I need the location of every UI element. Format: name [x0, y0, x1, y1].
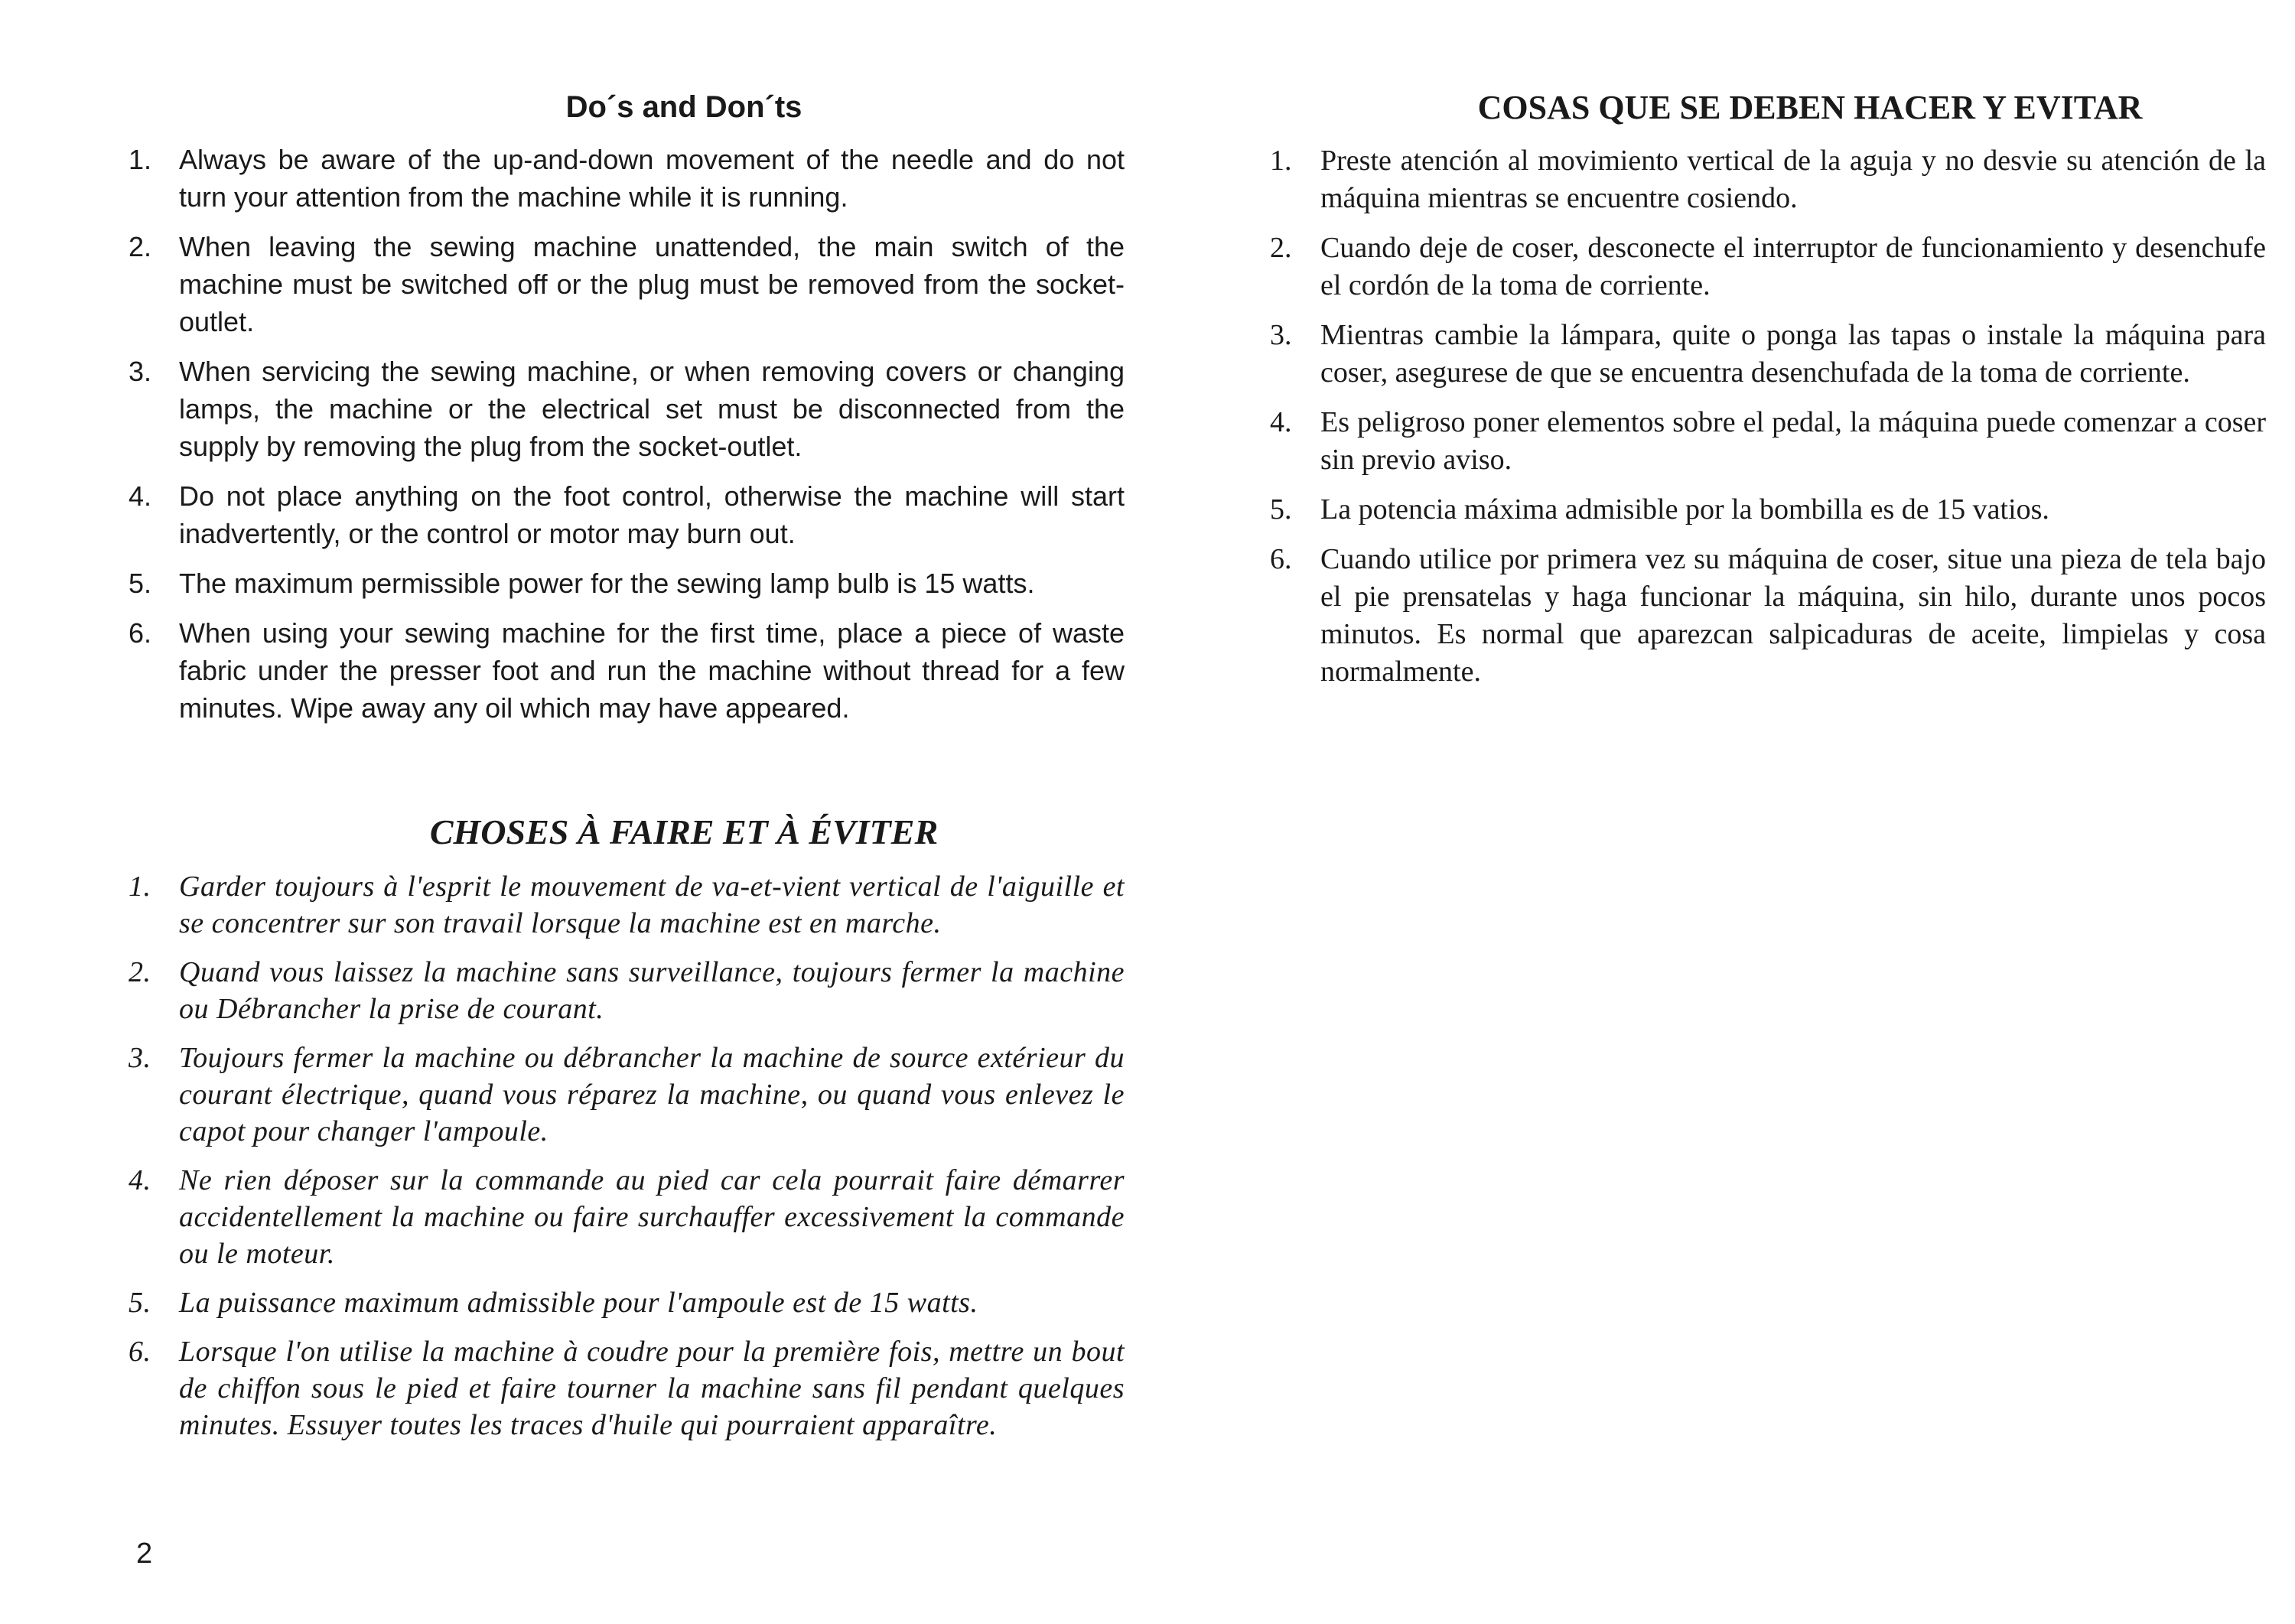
item-text: When servicing the sewing machine, or when removing covers or changing lamps, the machine or the electrical set must be disconnected from the supply by removing the plug from the socket-outlet.: [179, 356, 1125, 462]
item-number: 2.: [129, 956, 151, 988]
list-item: [1270, 404, 2266, 479]
list-item: [1270, 317, 2266, 392]
item-text: Toujours fermer la machine ou débrancher la machine de source extérieur du courant électrique, quand vous réparez la machine, ou quand vous enlevez le capot pour changer l'ampoule.: [179, 1042, 1125, 1147]
list-item: [129, 954, 1125, 1027]
item-text: Es peligroso poner elementos sobre el pedal, la máquina puede comenzar a coser sin previo aviso.: [1320, 406, 2266, 476]
list-item: [129, 868, 1125, 942]
item-number: 4.: [129, 1164, 151, 1196]
item-number: 5.: [129, 1287, 151, 1319]
item-text: Ne rien déposer sur la commande au pied car cela pourrait faire démarrer accidentellement la machine ou faire surchauffer excessivement la commande ou le moteur.: [179, 1164, 1125, 1270]
item-text: Quand vous laissez la machine sans surveillance, toujours fermer la machine ou Débrancher la prise de courant.: [179, 956, 1125, 1025]
item-number: 3.: [129, 356, 152, 387]
item-text: Always be aware of the up-and-down movement of the needle and do not turn your attention from the machine while it is running.: [179, 144, 1125, 213]
page-number: 2: [136, 1538, 153, 1570]
item-number: 6.: [129, 1336, 151, 1368]
french-list: [129, 868, 1125, 1443]
item-number: 3.: [1270, 319, 1292, 351]
item-text: La potencia máxima admisible por la bombilla es de 15 vatios.: [1320, 493, 2049, 526]
item-number: 4.: [129, 480, 152, 512]
item-text: Do not place anything on the foot control, otherwise the machine will start inadvertently, or the control or motor may burn out.: [179, 480, 1125, 549]
list-item: [129, 1284, 1125, 1321]
item-text: When using your sewing machine for the first time, place a piece of waste fabric under the presser foot and run the machine without thread for a few minutes. Wipe away any oil which may have appeared.: [179, 617, 1125, 724]
item-text: Lorsque l'on utilise la machine à coudre pour la première fois, mettre un bout de chiffon sous le pied et faire tourner la machine sans fil pendant quelques minutes. Essuyer toutes les traces d'huile qui pourraient apparaître.: [179, 1336, 1125, 1441]
list-item: [129, 1333, 1125, 1443]
list-item: [129, 1162, 1125, 1272]
list-item: [1270, 541, 2266, 691]
item-number: 1.: [129, 144, 152, 175]
list-item: [1270, 229, 2266, 304]
list-item: [129, 353, 1125, 465]
list-item: [129, 614, 1125, 727]
list-item: [1270, 142, 2266, 217]
item-number: 1.: [129, 871, 151, 903]
list-item: [129, 141, 1125, 216]
item-number: 5.: [129, 568, 152, 599]
spanish-list: [1270, 142, 2266, 691]
item-number: 2.: [129, 231, 152, 262]
english-title: Do´s and Don´ts: [565, 90, 802, 124]
item-text: Cuando deje de coser, desconecte el interruptor de funcionamiento y desenchufe el cordón de la toma de corriente.: [1320, 232, 2266, 301]
list-item: [129, 1040, 1125, 1150]
spanish-title: COSAS QUE SE DEBEN HACER Y EVITAR: [1477, 89, 2143, 126]
english-list: [129, 141, 1125, 727]
item-number: 5.: [1270, 493, 1292, 526]
french-title: CHOSES À FAIRE ET À ÉVITER: [429, 812, 939, 851]
list-item: [129, 565, 1125, 602]
item-text: When leaving the sewing machine unattended, the main switch of the machine must be switched off or the plug must be removed from the socket-outlet.: [179, 231, 1125, 337]
item-number: 2.: [1270, 232, 1292, 264]
list-item: [129, 477, 1125, 552]
item-text: La puissance maximum admissible pour l'ampoule est de 15 watts.: [179, 1287, 978, 1319]
item-number: 6.: [129, 617, 152, 649]
item-number: 4.: [1270, 406, 1292, 438]
item-text: The maximum permissible power for the sewing lamp bulb is 15 watts.: [179, 568, 1035, 599]
item-text: Mientras cambie la lámpara, quite o ponga las tapas o instale la máquina para coser, asegurese de que se encuentra desenchufada de la toma de corriente.: [1320, 319, 2266, 389]
item-text: Garder toujours à l'esprit le mouvement de va-et-vient vertical de l'aiguille et se concentrer sur son travail lorsque la machine est en marche.: [179, 871, 1125, 939]
french-section: [129, 807, 1125, 1456]
list-item: [129, 228, 1125, 340]
list-item: [1270, 491, 2266, 529]
item-number: 3.: [129, 1042, 151, 1074]
item-number: 6.: [1270, 543, 1292, 575]
item-text: Preste atención al movimiento vertical de la aguja y no desvie su atención de la máquina mientras se encuentre cosiendo.: [1320, 145, 2266, 214]
item-text: Cuando utilice por primera vez su máquina de coser, situe una pieza de tela bajo el pie prensatelas y haga funcionar la máquina, sin hilo, durante unos pocos minutos. Es normal que aparezcan salpicaduras de aceite, limpielas y cosa normalmente.: [1320, 543, 2266, 688]
item-number: 1.: [1270, 145, 1292, 177]
spanish-section: [1270, 84, 2266, 703]
english-section: [129, 84, 1125, 739]
